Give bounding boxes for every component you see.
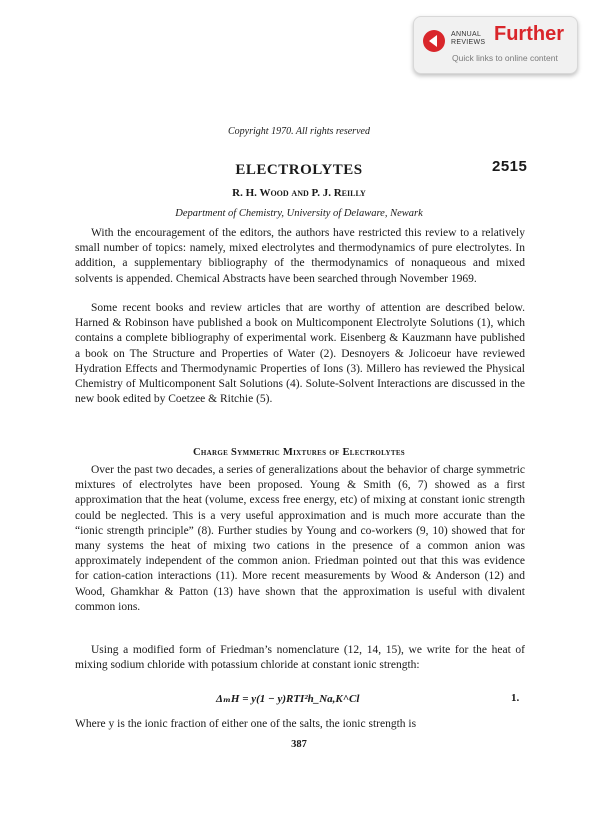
annual-reviews-label <box>451 31 485 47</box>
paragraph-books <box>75 301 525 407</box>
department-line: Department of Chemistry, University of Delaware, Newark <box>175 208 423 219</box>
reviews-line: REVIEWS <box>451 39 486 46</box>
further-subtitle: Quick links to online content <box>452 53 558 63</box>
authors-line: R. H. Wood and P. J. Reilly <box>232 187 366 199</box>
paragraph-nomenclature <box>75 643 525 673</box>
paragraph-text: Some recent books and review articles that are worthy of attention are described below. Harned & Robinson have published a book on Multicomponent Electrolyte Solutions (1), which contains a complete bibliography of experimental work. Eisenberg & Kauzmann have published a book on The Structure and Properties of Water (2). Desnoyers & Jolicoeur have reviewed Hydration Effects and Thermodynamic Properties of Ions (3). Millero has reviewed the Physical Chemistry of Multicomponent Salt Solutions (4). Solute-Solvent Interactions are discussed in the new book edited by Coetzee & Ritchie (5). <box>75 302 525 406</box>
copyright-line: Copyright 1970. All rights reserved <box>228 126 370 137</box>
article-number: 2515 <box>492 158 528 175</box>
further-brand: Further <box>494 23 564 45</box>
paragraph-text: With the encouragement of the editors, the authors have restricted this review to a relatively small number of topics: namely, mixed electrolytes and thermodynamics of pure electrolytes. In addition, a supplementary bibliography of the thermodynamics of nonaqueous and mixed solvents is appended. Chemical Abstracts have been searched through November 1969. <box>75 227 525 285</box>
section-heading: Charge Symmetric Mixtures of Electrolytes <box>193 447 405 458</box>
equation-number: 1. <box>511 692 520 704</box>
paragraph-mixtures <box>75 463 525 615</box>
paragraph-intro <box>75 226 525 287</box>
further-banner[interactable] <box>413 16 578 74</box>
page-title: ELECTROLYTES <box>235 162 363 178</box>
paragraph-continued <box>75 717 525 732</box>
annual-reviews-logo-icon <box>423 30 445 52</box>
paragraph-text: Using a modified form of Friedman’s nomenclature (12, 14, 15), we write for the heat of mixing sodium chloride with potassium chloride at constant ionic strength: <box>75 644 525 672</box>
annual-line: ANNUAL <box>451 31 482 38</box>
page-number: 387 <box>291 739 307 750</box>
paragraph-text: Where y is the ionic fraction of either one of the salts, the ionic strength is <box>75 718 417 730</box>
paragraph-text: Over the past two decades, a series of generalizations about the behavior of charge symmetric mixtures of electrolytes have been proposed. Young & Smith (6, 7) showed as a first approximation that the heat (volume, excess free energy, etc) of mixing at constant ionic strength could be neglected. This is a very useful approximation and is much more accurate than the “ionic strength principle” (8). Further studies by Young and co-workers (9, 10) showed that for many systems the heat of mixing two cations in the presence of a common anion was approximately independent of the common anion. Friedman pointed out that this was evidence for cation-cation interactions (11). More recent measurements by Wood & Anderson (12) and Wood, Ghamkhar & Patton (13) have shown that the approximation is useful with divalent common ions. <box>75 464 525 613</box>
equation: ΔₘH = y(1 − y)RTI²h_Na,K^Cl <box>216 693 360 705</box>
